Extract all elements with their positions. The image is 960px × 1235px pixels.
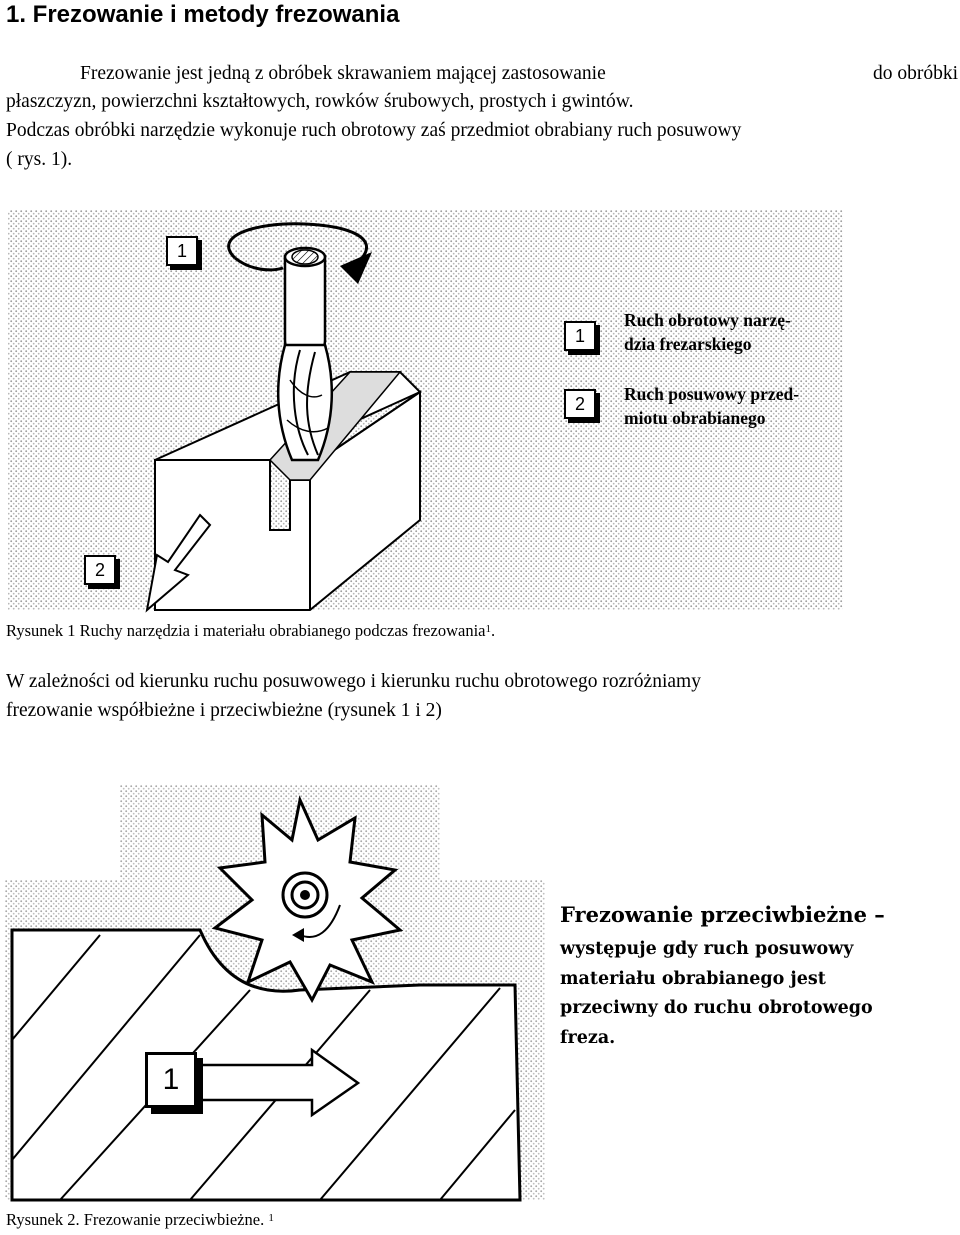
counter-milling-title: Frezowanie przeciwbieżne – <box>560 902 885 927</box>
paragraph-2-line-2: frezowanie współbieżne i przeciwbieżne (rysunek 1 i 2) <box>6 700 442 721</box>
figure-1-caption-end: . <box>490 621 496 640</box>
intro-line-1-right: do obróbki <box>872 63 958 84</box>
legend-label-2-line-2: miotu obrabianego <box>624 408 766 428</box>
legend-label-1-line-2: dzia frezarskiego <box>624 334 752 354</box>
section-heading: 1. Frezowanie i metody frezowania <box>6 1 400 28</box>
figure-1-caption-text: Rysunek 1 Ruchy narzędzia i materiału obrabianego podczas frezowania <box>6 621 486 640</box>
intro-line-1 <box>80 60 958 88</box>
figure-1-caption <box>6 621 495 641</box>
figure-1 <box>0 200 960 618</box>
paragraph-2-line-1: W zależności od kierunku ruchu posuwowego i kierunku ruchu obrotowego rozróżniamy <box>6 671 701 692</box>
motion-box-1: 1 <box>166 236 198 266</box>
intro-line-2: płaszczyzn, powierzchni kształtowych, rowków śrubowych, prostych i gwintów. <box>6 91 634 112</box>
feed-box-1: 1 <box>145 1052 197 1108</box>
intro-line-3: Podczas obróbki narzędzie wykonuje ruch obrotowy zaś przedmiot obrabiany ruch posuwowy <box>6 120 742 141</box>
description-line-4: freza. <box>560 1027 616 1048</box>
legend-label-2-line-1: Ruch posuwowy przed- <box>624 384 800 404</box>
counter-milling-description <box>560 935 873 1053</box>
figure-1-caption-footnote: 1 <box>485 623 491 635</box>
figure-2-caption-footnote: 1 <box>268 1212 274 1224</box>
description-line-2: materiału obrabianego jest <box>560 968 826 989</box>
description-line-1: występuje gdy ruch posuwowy <box>560 939 854 959</box>
legend-label-1-line-1: Ruch obrotowy narzę- <box>624 310 791 330</box>
milling-cutter-drawing <box>0 200 960 618</box>
legend-box-1: 1 <box>564 321 596 351</box>
motion-box-2: 2 <box>84 555 116 585</box>
figure-2-caption-text: Rysunek 2. Frezowanie przeciwbieżne. <box>6 1210 265 1229</box>
description-line-3: przeciwny do ruchu obrotowego <box>560 998 873 1018</box>
legend-box-2: 2 <box>564 389 596 419</box>
intro-line-1-left: Frezowanie jest jedną z obróbek skrawaniem mającej zastosowanie <box>80 63 606 84</box>
intro-line-4: ( rys. 1). <box>6 149 73 170</box>
figure-2-caption <box>6 1210 274 1230</box>
